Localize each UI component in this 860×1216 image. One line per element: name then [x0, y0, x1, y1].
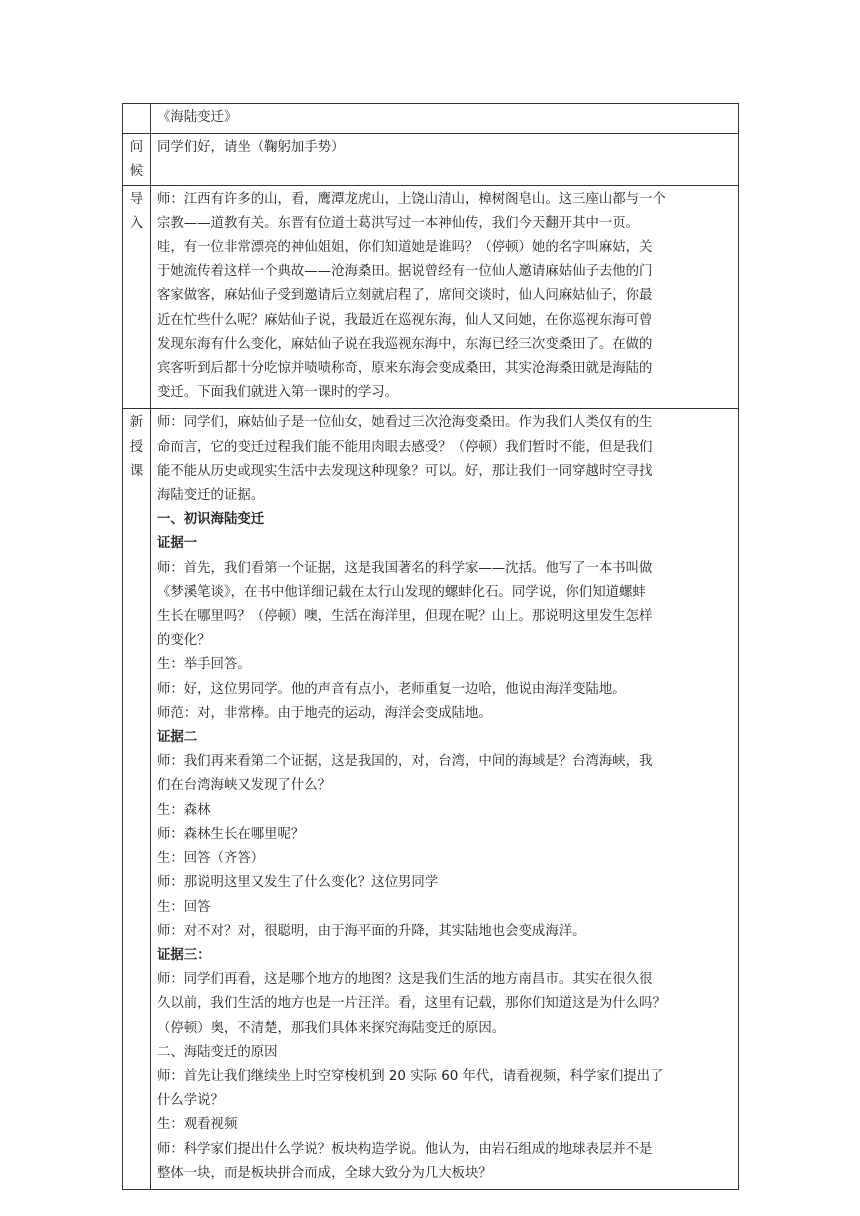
- title-row: [123, 104, 739, 134]
- text-line: 生：举手回答。: [157, 657, 251, 673]
- content-cell: [151, 409, 739, 1190]
- text-line: 命而言，它的变迁过程我们能不能用肉眼去感受？（停顿）我们暂时不能，但是我们: [157, 439, 653, 455]
- text-line: 生长在哪里吗？（停顿）噢，生活在海洋里，但现在呢？山上。那说明这里发生怎样: [157, 609, 653, 625]
- section-label-cell: [123, 185, 151, 409]
- text-line: 生：回答: [157, 899, 211, 915]
- table-body: [123, 104, 739, 1190]
- intro-row: [123, 185, 739, 409]
- text-line: 久以前，我们生活的地方也是一片汪洋。看，这里有记载，那你们知道这是为什么吗？: [157, 996, 666, 1012]
- section-label-cell: [123, 104, 151, 134]
- section-label-char: 问: [129, 140, 144, 156]
- content-cell: [151, 134, 739, 185]
- new-lesson-row: [123, 409, 739, 1190]
- text-line: 变迁。下面我们就进入第一课时的学习。: [157, 385, 399, 401]
- text-line: 师：江西有许多的山，看，鹰潭龙虎山，上饶山清山，樟树阁皂山。这三座山都与一个: [157, 191, 666, 207]
- text-line: 师：同学们再看，这是哪个地方的地图？这是我们生活的地方南昌市。其实在很久很: [157, 972, 653, 988]
- section-label-cell: [123, 134, 151, 185]
- text-line: 师：好，这位男同学。他的声音有点小，老师重复一边哈，他说由海洋变陆地。: [157, 681, 626, 697]
- text-line: 师：首先，我们看第一个证据，这是我国著名的科学家——沈括。他写了一本书叫做: [157, 560, 653, 576]
- content-cell: [151, 104, 739, 134]
- text-line: 师：森林生长在哪里呢？: [157, 826, 305, 842]
- content-cell: [151, 185, 739, 409]
- text-line: 《海陆变迁》: [157, 110, 238, 125]
- text-line: 海陆变迁的证据。: [157, 488, 265, 504]
- text-line: 二、海陆变迁的原因: [157, 1044, 278, 1060]
- text-line: 师范：对，非常棒。由于地壳的运动，海洋会变成陆地。: [157, 705, 492, 721]
- section-label-char: 候: [129, 164, 144, 180]
- section-heading: 证据一: [157, 536, 198, 552]
- greeting-row: [123, 134, 739, 185]
- text-line: 师：科学家们提出什么学说？板块构造学说。他认为，由岩石组成的地球表层并不是: [157, 1141, 653, 1157]
- section-label-char: 导: [129, 191, 144, 207]
- text-line: 师：同学们，麻姑仙子是一位仙女，她看过三次沧海变桑田。作为我们人类仅有的生: [157, 415, 653, 431]
- text-line: 整体一块，而是板块拼合而成，全球大致分为几大板块？: [157, 1165, 492, 1181]
- text-line: 宗教——道教有关。东晋有位道士葛洪写过一本神仙传，我们今天翻开其中一页。: [157, 215, 640, 231]
- text-line: 师：首先让我们继续坐上时空穿梭机到 20 实际 60 年代，请看视频，科学家们提出了: [157, 1068, 664, 1084]
- section-label-char: 授: [129, 439, 144, 455]
- text-line: 什么学说？: [157, 1093, 224, 1109]
- text-line: 师：我们再来看第二个证据，这是我国的，对，台湾，中间的海域是？台湾海峡，我: [157, 754, 653, 770]
- section-label-char: 课: [129, 463, 144, 479]
- section-heading: 证据二: [157, 730, 198, 746]
- text-line: 近在忙些什么呢？麻姑仙子说，我最近在巡视东海，仙人又问她，在你巡视东海可曾: [157, 312, 653, 328]
- text-line: 生：森林: [157, 802, 211, 818]
- text-line: 客家做客，麻姑仙子受到邀请后立刻就启程了，席间交谈时，仙人问麻姑仙子，你最: [157, 288, 653, 304]
- section-label-char: 新: [129, 415, 144, 431]
- text-line: 发现东海有什么变化，麻姑仙子说在我巡视东海中，东海已经三次变桑田了。在做的: [157, 336, 653, 352]
- section-heading: 证据三：: [157, 947, 211, 963]
- text-line: 宾客听到后都十分吃惊并啧啧称奇，原来东海会变成桑田，其实沧海桑田就是海陆的: [157, 361, 653, 377]
- text-line: 生：观看视频: [157, 1117, 238, 1133]
- text-line: 师：那说明这里又发生了什么变化？这位男同学: [157, 875, 439, 891]
- section-label-cell: [123, 409, 151, 1190]
- text-line: 生：回答（齐答）: [157, 851, 265, 867]
- text-line: 同学们好，请坐（鞠躬加手势）: [157, 140, 345, 156]
- text-line: 于她流传着这样一个典故——沧海桑田。据说曾经有一位仙人邀请麻姑仙子去他的门: [157, 264, 653, 280]
- text-line: 们在台湾海峡又发现了什么？: [157, 778, 332, 794]
- text-line: 的变化？: [157, 633, 211, 649]
- lesson-plan-table: [122, 103, 739, 1190]
- text-line: （停顿）奥，不清楚，那我们具体来探究海陆变迁的原因。: [157, 1020, 506, 1036]
- text-line: 《梦溪笔谈》，在书中他详细记载在太行山发现的螺蚌化石。同学说，你们知道螺蚌: [157, 584, 646, 600]
- text-line: 师：对不对？对，很聪明，由于海平面的升降，其实陆地也会变成海洋。: [157, 923, 586, 939]
- text-line: 哇，有一位非常漂亮的神仙姐姐，你们知道她是谁吗？（停顿）她的名字叫麻姑，关: [157, 240, 653, 256]
- section-label-char: 入: [129, 215, 144, 231]
- section-heading: 一、初识海陆变迁: [157, 512, 265, 528]
- text-line: 能不能从历史或现实生活中去发现这种现象？可以。好，那让我们一同穿越时空寻找: [157, 463, 653, 479]
